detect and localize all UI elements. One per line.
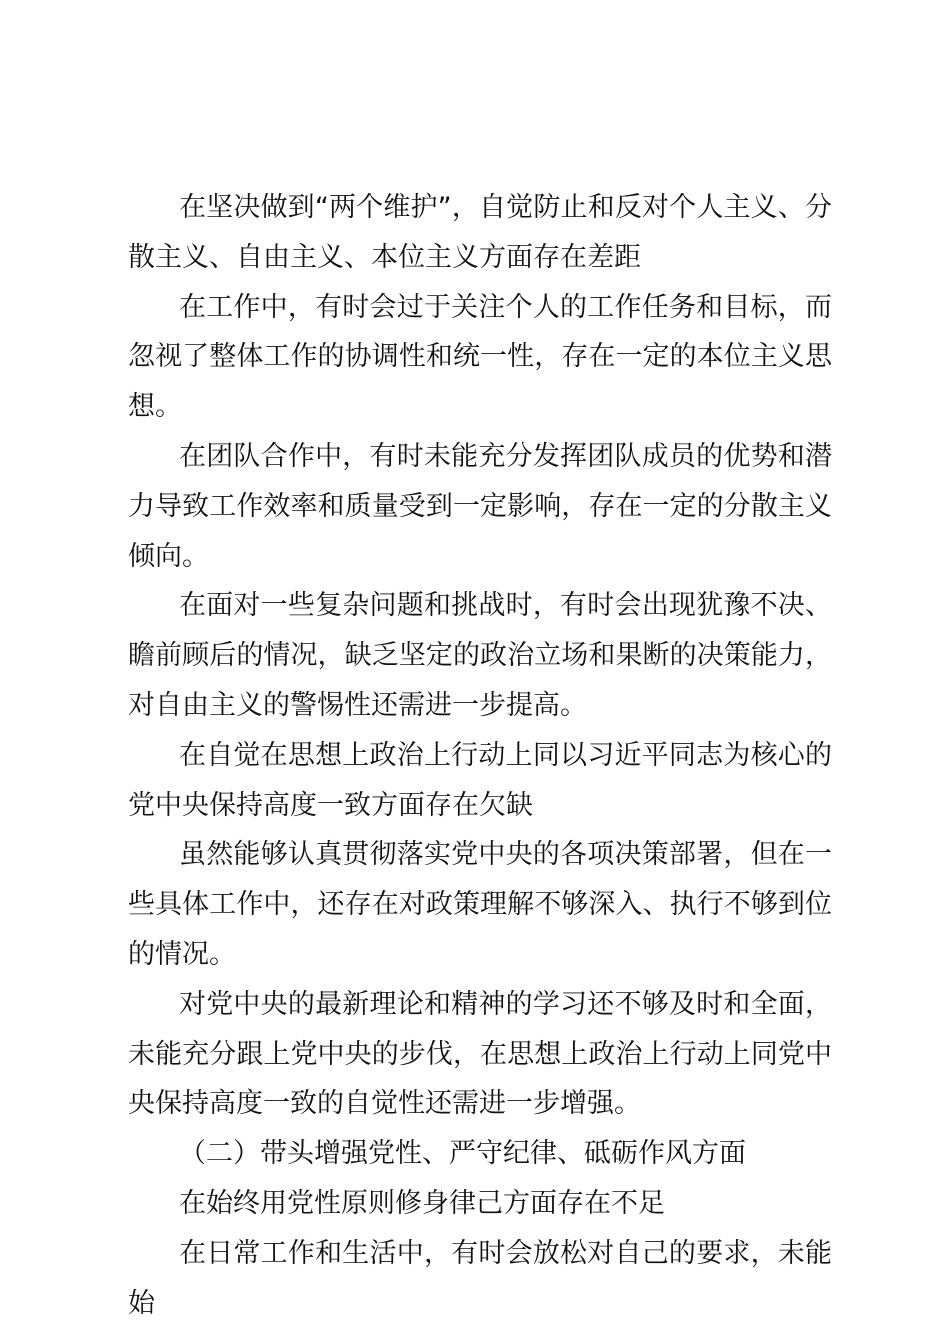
paragraph: 在工作中，有时会过于关注个人的工作任务和目标，而忽视了整体工作的协调性和统一性，存在一定的本位主义思想。	[128, 291, 832, 423]
paragraph: 在坚决做到“两个维护”，自觉防止和反对个人主义、分散主义、自由主义、本位主义方面存在差距	[128, 192, 832, 273]
paragraph: 在面对一些复杂问题和挑战时，有时会出现犹豫不决、瞻前顾后的情况，缺乏坚定的政治立场和果断的决策能力，对自由主义的警惕性还需进一步提高。	[128, 590, 832, 721]
paragraph: 在始终用党性原则修身律己方面存在不足	[179, 1187, 665, 1219]
document-body	[128, 183, 832, 1328]
paragraph: 对党中央的最新理论和精神的学习还不够及时和全面，未能充分跟上党中央的步伐，在思想上政治上行动上同党中央保持高度一致的自觉性还需进一步增强。	[128, 988, 832, 1120]
section-heading: （二）带头增强党性、严守纪律、砥砺作风方面	[179, 1138, 746, 1170]
paragraph: 在日常工作和生活中，有时会放松对自己的要求，未能始	[128, 1237, 832, 1319]
paragraph: 在自觉在思想上政治上行动上同以习近平同志为核心的党中央保持高度一致方面存在欠缺	[128, 739, 832, 821]
paragraph: 在团队合作中，有时未能充分发挥团队成员的优势和潜力导致工作效率和质量受到一定影响，存在一定的分散主义倾向。	[128, 440, 832, 572]
paragraph: 虽然能够认真贯彻落实党中央的各项决策部署，但在一些具体工作中，还存在对政策理解不够深入、执行不够到位的情况。	[128, 839, 832, 970]
